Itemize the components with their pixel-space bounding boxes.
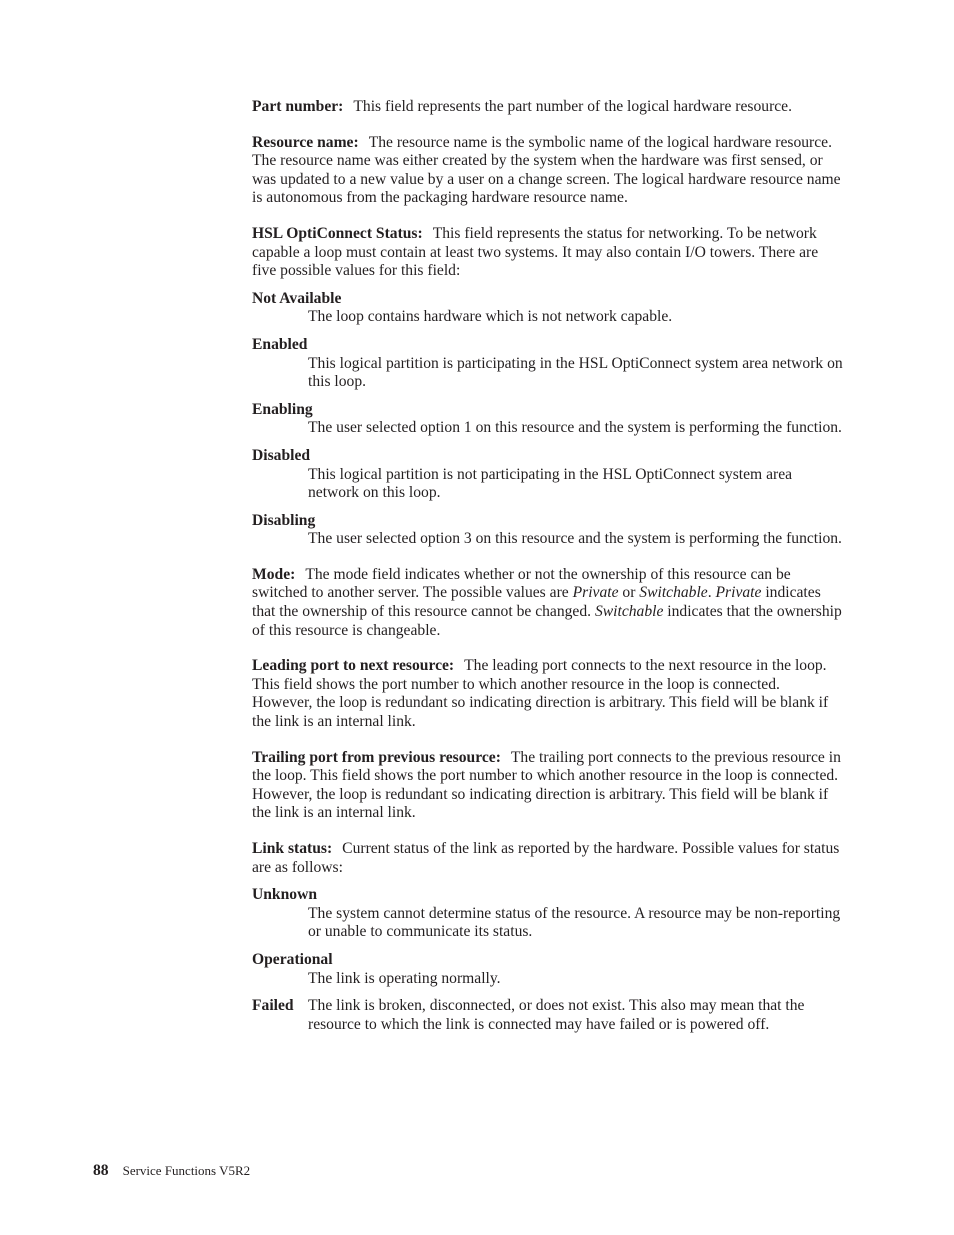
definition-entry — [252, 401, 844, 438]
definition-text: This logical partition is participating in the HSL OptiConnect system area network on this loop. — [308, 354, 843, 391]
trailing-port-text: The trailing port connects to the previous resource in the loop. This field shows the port number to which another resource in the loop is connected. However, the loop is redundant so indicating direction is arbitrary. This field will be blank if the link is an internal link. — [252, 748, 841, 822]
hsl-status-term: HSL OptiConnect Status: — [252, 224, 423, 242]
mode-text: indicates that the ownership of this resource is changeable. — [252, 603, 842, 639]
switchable-value: Switchable — [639, 584, 708, 602]
mode-or: or — [618, 584, 640, 602]
definition-text: The link is broken, disconnected, or does not exist. This also may mean that the resource to which the link is connected may have failed or is powered off. — [308, 997, 805, 1033]
definition-entry — [252, 951, 844, 988]
page-number: 88 — [93, 1162, 109, 1179]
definition-text: This logical partition is not participating in the HSL OptiConnect system area network on this loop. — [308, 465, 793, 502]
private-value: Private — [572, 584, 619, 602]
part-number-text: This field represents the part number of the logical hardware resource. — [353, 98, 793, 115]
hsl-status-values — [252, 290, 844, 549]
link-status-values — [252, 886, 844, 1034]
definition-term: Unknown — [252, 886, 318, 904]
resource-name-term: Resource name: — [252, 133, 359, 151]
leading-port-term: Leading port to next resource: — [252, 657, 455, 675]
link-status-paragraph — [252, 840, 844, 877]
mode-text: . — [707, 584, 716, 602]
definition-entry — [252, 997, 844, 1034]
link-status-term: Link status: — [252, 840, 333, 857]
part-number-term: Part number: — [252, 98, 344, 115]
mode-text: indicates that the ownership of this resource cannot be changed. — [252, 584, 821, 621]
definition-text: The user selected option 3 on this resource and the system is performing the function. — [308, 530, 842, 548]
definition-entry — [252, 886, 844, 942]
link-status-text: Current status of the link as reported by the hardware. Possible values for status are as follows: — [252, 840, 840, 876]
definition-term: Enabled — [252, 335, 308, 353]
definition-entry — [252, 290, 844, 327]
definition-text: The loop contains hardware which is not network capable. — [308, 308, 673, 326]
switchable-value: Switchable — [594, 603, 664, 621]
definition-entry — [252, 512, 844, 549]
definition-entry — [252, 447, 844, 503]
definition-term: Not Available — [252, 289, 342, 307]
mode-term: Mode: — [252, 565, 296, 583]
definition-text: The link is operating normally. — [308, 969, 501, 987]
page-body — [252, 98, 844, 1051]
resource-name-paragraph — [252, 134, 844, 208]
definition-entry — [252, 336, 844, 392]
definition-term: Failed — [252, 997, 294, 1015]
hsl-status-text: This field represents the status for networking. To be network capable a loop must contain at least two systems. It may also contain I/O towers. There are five possible values for this field: — [252, 224, 819, 280]
leading-port-paragraph — [252, 657, 844, 731]
private-value: Private — [715, 584, 762, 602]
definition-term: Disabling — [252, 511, 316, 529]
book-title: Service Functions V5R2 — [122, 1163, 251, 1178]
mode-text: The mode field indicates whether or not the ownership of this resource can be switched to another server. The possible values are — [252, 565, 791, 602]
trailing-port-paragraph — [252, 749, 844, 823]
definition-text: The user selected option 1 on this resource and the system is performing the function. — [308, 419, 842, 437]
mode-paragraph — [252, 566, 844, 640]
definition-term: Enabling — [252, 400, 313, 418]
part-number-paragraph — [252, 98, 844, 117]
definition-term: Operational — [252, 950, 333, 968]
hsl-status-paragraph — [252, 225, 844, 281]
page-footer — [93, 1162, 250, 1180]
trailing-port-term: Trailing port from previous resource: — [252, 748, 501, 766]
definition-text: The system cannot determine status of the resource. A resource may be non-reporting or unable to communicate its status. — [308, 904, 841, 941]
definition-term: Disabled — [252, 446, 311, 464]
resource-name-text: The resource name is the symbolic name of the logical hardware resource. The resource name was either created by the system when the hardware was first sensed, or was updated to a new value by a user on a change screen. The logical hardware resource name is autonomous from the packaging hardware resource name. — [252, 133, 841, 207]
leading-port-text: The leading port connects to the next resource in the loop. This field shows the port number to which another resource in the loop is connected. However, the loop is redundant so indicating direction is arbitrary. This field will be blank if the link is an internal link. — [252, 657, 829, 731]
